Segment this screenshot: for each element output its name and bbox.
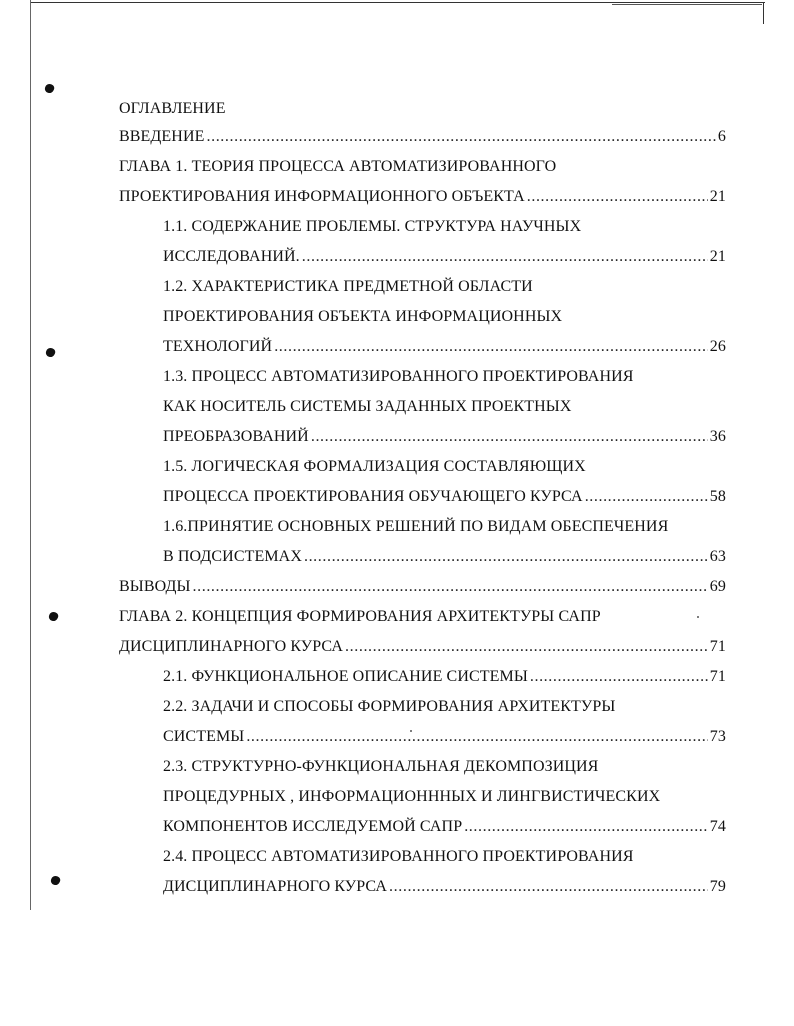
toc-entry-chapter-1-cont[interactable]: [119, 182, 726, 212]
toc-entry-text: ГЛАВА 2. КОНЦЕПЦИЯ ФОРМИРОВАНИЯ АРХИТЕКТУРЫ САПР: [119, 608, 601, 625]
toc-entry-text: ВВЕДЕНИЕ: [119, 128, 205, 145]
toc-entry-conclusions[interactable]: [119, 572, 726, 602]
toc-entry-2-4-cont[interactable]: [163, 872, 726, 902]
toc-entry-2-3-cont[interactable]: [163, 812, 726, 842]
toc-page-number: 69: [709, 578, 726, 595]
toc-entry-text: 2.2. ЗАДАЧИ И СПОСОБЫ ФОРМИРОВАНИЯ АРХИТЕКТУРЫ: [163, 698, 616, 715]
dot-leader: [207, 122, 716, 152]
toc-page-number: 26: [709, 338, 726, 355]
toc-entry-text: ГЛАВА 1. ТЕОРИЯ ПРОЦЕССА АВТОМАТИЗИРОВАННОГО: [119, 158, 557, 175]
scan-border-left: [30, 0, 31, 910]
dot-leader: [193, 572, 708, 602]
toc-page-number: 73: [709, 728, 726, 745]
scan-border-top: [30, 2, 765, 3]
toc-entry-text: ПРОЕКТИРОВАНИЯ ИНФОРМАЦИОННОГО ОБЪЕКТА: [119, 188, 525, 205]
scan-border-right: [763, 2, 764, 24]
dot-leader: [585, 482, 708, 512]
toc-page-number: 71: [709, 638, 726, 655]
toc-entry-introduction[interactable]: [119, 122, 726, 152]
toc-entry-text: ВЫВОДЫ: [119, 578, 191, 595]
toc-entry-1-3-cont[interactable]: [163, 422, 726, 452]
toc-entry-1-2-cont[interactable]: [163, 302, 726, 332]
dot-leader: [274, 332, 708, 362]
toc-entry-text: ПРОЕКТИРОВАНИЯ ОБЪЕКТА ИНФОРМАЦИОННЫХ: [163, 308, 563, 325]
toc-page-number: 21: [709, 188, 726, 205]
toc-entry-text: ДИСЦИПЛИНАРНОГО КУРСА: [163, 878, 388, 895]
toc-entry-text: 1.2. ХАРАКТЕРИСТИКА ПРЕДМЕТНОЙ ОБЛАСТИ: [163, 278, 533, 295]
toc-entry-chapter-1[interactable]: [119, 152, 726, 182]
toc-entry-2-2[interactable]: [163, 692, 726, 722]
toc-entry-2-3[interactable]: [163, 752, 726, 782]
toc-entry-2-3-cont[interactable]: [163, 782, 726, 812]
toc-title: ОГЛАВЛЕНИЕ: [119, 100, 226, 117]
dot-leader: [527, 182, 708, 212]
toc-entry-text: 1.3. ПРОЦЕСС АВТОМАТИЗИРОВАННОГО ПРОЕКТИРОВАНИЯ: [163, 368, 634, 385]
toc-entry-text: ДИСЦИПЛИНАРНОГО КУРСА: [119, 638, 344, 655]
toc-entry-1-5[interactable]: [163, 452, 726, 482]
punch-hole-icon: [50, 875, 62, 887]
toc-entry-1-5-cont[interactable]: [163, 482, 726, 512]
toc-page-number: 6: [717, 128, 726, 145]
toc-entry-text: 1.1. СОДЕРЖАНИЕ ПРОБЛЕМЫ. СТРУКТУРА НАУЧНЫХ: [163, 218, 582, 235]
dot-leader: [311, 422, 708, 452]
toc-entry-2-1[interactable]: [163, 662, 726, 692]
toc-entry-1-3[interactable]: [163, 362, 726, 392]
toc-entry-text: 2.1. ФУНКЦИОНАЛЬНОЕ ОПИСАНИЕ СИСТЕМЫ: [163, 668, 528, 685]
toc-entry-1-2[interactable]: [163, 272, 726, 302]
toc-entry-chapter-2-cont[interactable]: [119, 632, 726, 662]
dot-leader: [304, 542, 708, 572]
toc-entry-1-2-cont[interactable]: [163, 332, 726, 362]
toc-entry-text: 1.5. ЛОГИЧЕСКАЯ ФОРМАЛИЗАЦИЯ СОСТАВЛЯЮЩИХ: [163, 458, 586, 475]
toc-entry-1-1[interactable]: [163, 212, 726, 242]
punch-hole-icon: [44, 83, 56, 95]
toc-page-number: 74: [709, 818, 726, 835]
toc-entry-text: КОМПОНЕНТОВ ИССЛЕДУЕМОЙ САПР: [163, 818, 463, 835]
toc-entry-2-4[interactable]: [163, 842, 726, 872]
toc-page-number: 58: [709, 488, 726, 505]
toc-entry-chapter-2[interactable]: [119, 602, 726, 632]
toc-entry-1-6[interactable]: [163, 512, 726, 542]
toc-page-number: 79: [709, 878, 726, 895]
toc-entry-2-2-cont[interactable]: [163, 722, 726, 752]
toc-entry-text: КАК НОСИТЕЛЬ СИСТЕМЫ ЗАДАННЫХ ПРОЕКТНЫХ: [163, 398, 572, 415]
toc-entry-1-1-cont[interactable]: [163, 242, 726, 272]
toc-entry-text: ТЕХНОЛОГИЙ: [163, 338, 273, 355]
toc-entry-text: ПРОЦЕССА ПРОЕКТИРОВАНИЯ ОБУЧАЮЩЕГО КУРСА: [163, 488, 583, 505]
dot-leader: [389, 872, 708, 902]
punch-hole-icon: [48, 611, 60, 623]
dot-leader: [530, 662, 708, 692]
dot-leader: [464, 812, 708, 842]
toc-entry-1-6-cont[interactable]: [163, 542, 726, 572]
scan-border-top-inner: [612, 4, 762, 5]
toc-page-number: 36: [709, 428, 726, 445]
toc-page-number: 71: [709, 668, 726, 685]
toc-entry-text: ПРОЦЕДУРНЫХ , ИНФОРМАЦИОНННЫХ И ЛИНГВИСТИЧЕСКИХ: [163, 788, 661, 805]
punch-hole-icon: [45, 347, 57, 359]
dot-leader: [345, 632, 708, 662]
dot-leader: [246, 722, 707, 752]
toc-entry-1-3-cont[interactable]: [163, 392, 726, 422]
toc-entry-text: СИСТЕМЫ: [163, 728, 245, 745]
toc-entry-text: ИССЛЕДОВАНИЙ.: [163, 248, 300, 265]
toc-page-number: 21: [709, 248, 726, 265]
toc-page-number: 63: [709, 548, 726, 565]
toc-entry-text: 1.6.ПРИНЯТИЕ ОСНОВНЫХ РЕШЕНИЙ ПО ВИДАМ ОБЕСПЕЧЕНИЯ: [163, 518, 669, 535]
dot-leader: [302, 242, 708, 272]
toc-entry-text: 2.4. ПРОЦЕСС АВТОМАТИЗИРОВАННОГО ПРОЕКТИРОВАНИЯ: [163, 848, 634, 865]
toc-entry-text: 2.3. СТРУКТУРНО-ФУНКЦИОНАЛЬНАЯ ДЕКОМПОЗИЦИЯ: [163, 758, 599, 775]
toc-entry-text: ПРЕОБРАЗОВАНИЙ: [163, 428, 309, 445]
toc-entry-text: В ПОДСИСТЕМАХ: [163, 548, 302, 565]
